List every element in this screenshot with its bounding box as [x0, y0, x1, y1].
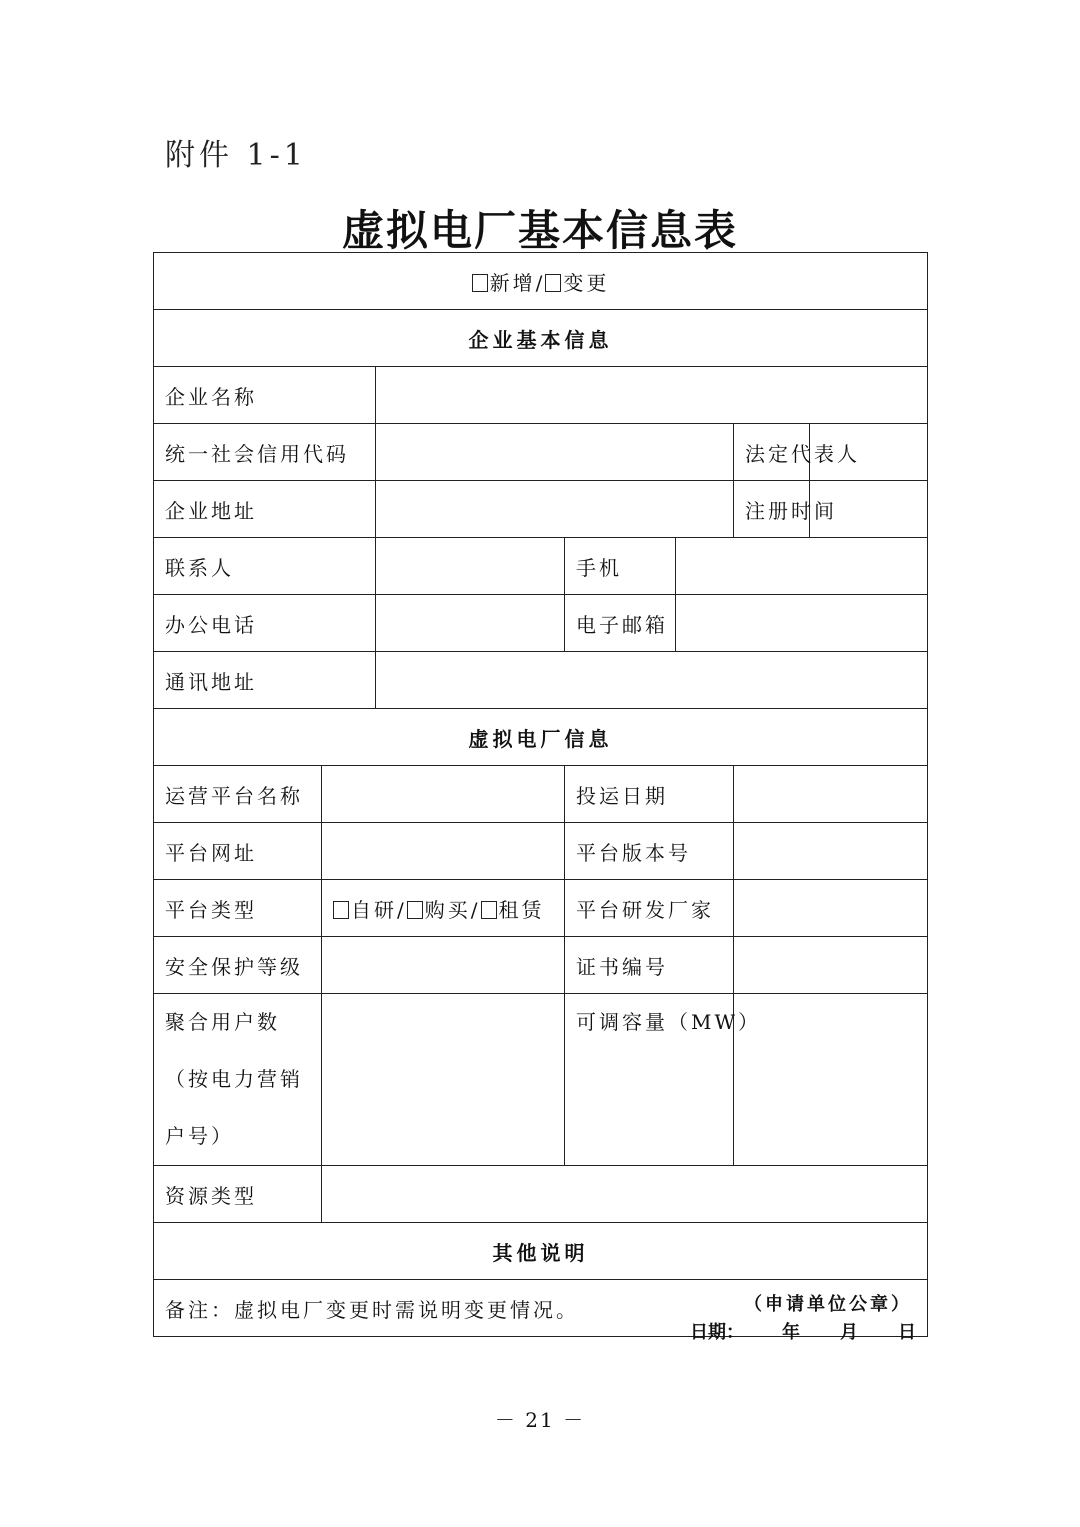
platform-name-label: 运营平台名称 [154, 766, 322, 823]
day-label: 日 [898, 1322, 916, 1343]
year-label: 年 [782, 1322, 800, 1343]
self-developed-label: 自研 [351, 897, 397, 922]
company-name-label: 企业名称 [154, 367, 376, 424]
company-address-field[interactable] [376, 481, 734, 538]
office-phone-label: 办公电话 [154, 595, 376, 652]
user-count-field[interactable] [322, 994, 565, 1166]
option-separator: / [535, 270, 546, 295]
resource-type-field[interactable] [322, 1166, 928, 1223]
reg-time-label: 注册时间 [734, 481, 810, 538]
platform-vendor-field[interactable] [734, 880, 928, 937]
credit-code-label: 统一社会信用代码 [154, 424, 376, 481]
option-separator: / [397, 897, 407, 922]
platform-version-field[interactable] [734, 823, 928, 880]
section-vpp-header: 虚拟电厂信息 [154, 709, 928, 766]
platform-url-label: 平台网址 [154, 823, 322, 880]
contact-label: 联系人 [154, 538, 376, 595]
self-developed-checkbox[interactable] [333, 901, 349, 919]
platform-name-field[interactable] [322, 766, 565, 823]
vpp-info-form [153, 252, 928, 1337]
change-option-label: 变更 [563, 270, 610, 295]
new-option-label: 新增 [489, 270, 536, 295]
capacity-label: 可调容量（MW） [565, 994, 734, 1166]
attachment-label: 附件 1-1 [165, 138, 307, 173]
form-title: 虚拟电厂基本信息表 [341, 206, 738, 255]
resource-type-label: 资源类型 [154, 1166, 322, 1223]
mail-address-label: 通讯地址 [154, 652, 376, 709]
commission-date-label: 投运日期 [565, 766, 734, 823]
date-line [690, 1318, 920, 1344]
company-address-label: 企业地址 [154, 481, 376, 538]
platform-version-label: 平台版本号 [565, 823, 734, 880]
platform-vendor-label: 平台研发厂家 [565, 880, 734, 937]
credit-code-field[interactable] [376, 424, 734, 481]
date-label: 日期： [690, 1322, 744, 1343]
leased-label: 租赁 [498, 897, 545, 922]
mobile-label: 手机 [565, 538, 676, 595]
security-level-field[interactable] [322, 937, 565, 994]
purchased-label: 购买 [424, 897, 471, 922]
email-field[interactable] [676, 595, 928, 652]
capacity-field[interactable] [734, 994, 928, 1166]
company-name-field[interactable] [376, 367, 928, 424]
cert-no-label: 证书编号 [565, 937, 734, 994]
mobile-field[interactable] [676, 538, 928, 595]
platform-type-options [322, 880, 565, 937]
email-label: 电子邮箱 [565, 595, 676, 652]
new-checkbox[interactable] [472, 274, 488, 292]
commission-date-field[interactable] [734, 766, 928, 823]
leased-checkbox[interactable] [481, 901, 497, 919]
application-type-row [154, 253, 928, 310]
platform-type-label: 平台类型 [154, 880, 322, 937]
office-phone-field[interactable] [376, 595, 565, 652]
remark-cell[interactable]: 备注：虚拟电厂变更时需说明变更情况。 [154, 1280, 928, 1337]
page-number: － 21 － [494, 1408, 586, 1432]
platform-url-field[interactable] [322, 823, 565, 880]
cert-no-field[interactable] [734, 937, 928, 994]
mail-address-field[interactable] [376, 652, 928, 709]
section-other-header: 其他说明 [154, 1223, 928, 1280]
change-checkbox[interactable] [545, 274, 561, 292]
security-level-label: 安全保护等级 [154, 937, 322, 994]
contact-field[interactable] [376, 538, 565, 595]
option-separator: / [470, 897, 481, 922]
month-label: 月 [840, 1322, 858, 1343]
seal-note: （申请单位公章） [744, 1294, 912, 1315]
purchased-checkbox[interactable] [407, 901, 423, 919]
user-count-label: 聚合用户数（按电力营销户号） [154, 994, 322, 1166]
section-company-header: 企业基本信息 [154, 310, 928, 367]
legal-rep-label: 法定代表人 [734, 424, 810, 481]
